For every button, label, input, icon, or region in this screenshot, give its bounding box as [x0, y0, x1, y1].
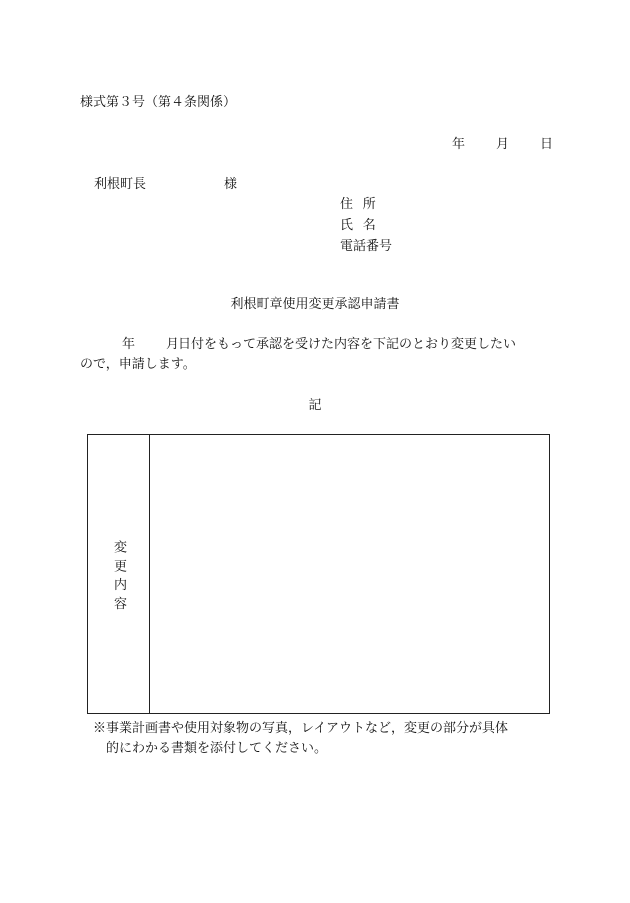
document-title: 利根町章使用変更承認申請書 — [230, 297, 400, 312]
applicant-name-label: 氏名 — [340, 218, 386, 233]
ki-heading: 記 — [308, 398, 322, 413]
change-label-cell — [88, 435, 150, 713]
attachment-note-line-2: 的にわかる書類を添付してください。 — [106, 741, 328, 756]
attachment-note-line-1: ※事業計画書や使用対象物の写真，レイアウトなど，変更の部分が具体 — [93, 721, 508, 736]
body-text-line-2: ので，申請します。 — [80, 357, 196, 372]
body-year-label: 年 — [122, 337, 136, 352]
form-number: 様式第３号（第４条関係） — [80, 95, 237, 110]
change-content-label: 変更内容 — [111, 540, 126, 616]
body-month-label: 月 — [166, 337, 180, 352]
date-day-label: 日 — [540, 137, 554, 152]
date-year-label: 年 — [452, 137, 466, 152]
recipient-town-head: 利根町長 — [94, 177, 147, 192]
applicant-phone-label: 電話番号 — [340, 239, 393, 254]
applicant-address-label: 住所 — [340, 197, 386, 212]
recipient-honorific: 様 — [224, 177, 238, 192]
date-month-label: 月 — [496, 137, 510, 152]
body-text-rest: 日付をもって承認を受けた内容を下記のとおり変更したい — [178, 337, 517, 352]
change-content-field[interactable] — [150, 435, 549, 713]
change-content-table — [87, 434, 550, 714]
